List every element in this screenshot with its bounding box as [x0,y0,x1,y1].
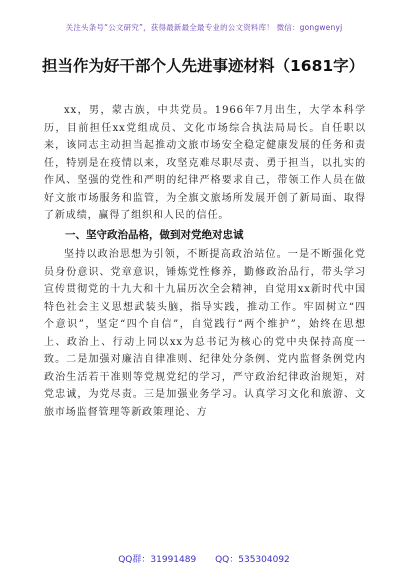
document-title: 担当作为好干部个人先进事迹材料（1681字） [42,57,365,75]
footer-qq: QQ：535304092 [215,555,290,565]
intro-paragraph: xx，男，蒙古族，中共党员。1966年7月出生，大学本科学历，目前担任xx党组成员、文化市场综合执法局局长。自任职以来，该同志主动担当起推动文旅市场安全稳定健康发展的任务和责任，特别是在疫情以来，攻坚克难尽职尽责、勇于担当，以扎实的作风、坚强的党性和严明的纪律严格要求自己，带领工作人员在做好文旅市场服务和监管，为全旗文旅场所发展开创了新局面、取得了新成绩，赢得了组织和人民的信任。 [44,105,366,221]
section-paragraph: 坚持以政治思想为引领，不断提高政治站位。一是不断强化党员身份意识、党章意识，锤炼党性修养，勤修政治品行，带头学习宣传贯彻党的十九大和十九届历次全会精神，自觉用xx新时代中国特色社会主义思想武装头脑，指导实践，推动工作。牢固树立“四个意识”，坚定“四个自信”，自觉践行“两个维护”，始终在思想上、政治上、行动上同以xx为总书记为核心的党中央保持高度一致。二是加强对廉洁自律准则、纪律处分条例、党内监督条例党内政治生活若干准则等党规党纪的学习，严守政治纪律政治规矩，对党忠诚，为党尽责。三是加强业务学习。认真学习文化和旅游、文旅市场监督管理等新政策理论、方 [44,249,366,418]
header-promo-note: 关注头条号“公文研究”，获得最新最全最专业的公文资料库！ 微信：gongwenyj [65,23,343,32]
footer-contacts [0,552,408,565]
section-heading: 一、坚守政治品格，做到对党绝对忠诚 [65,228,244,241]
footer-qq-group: QQ群：31991489 [118,555,197,565]
document-body [44,102,366,421]
